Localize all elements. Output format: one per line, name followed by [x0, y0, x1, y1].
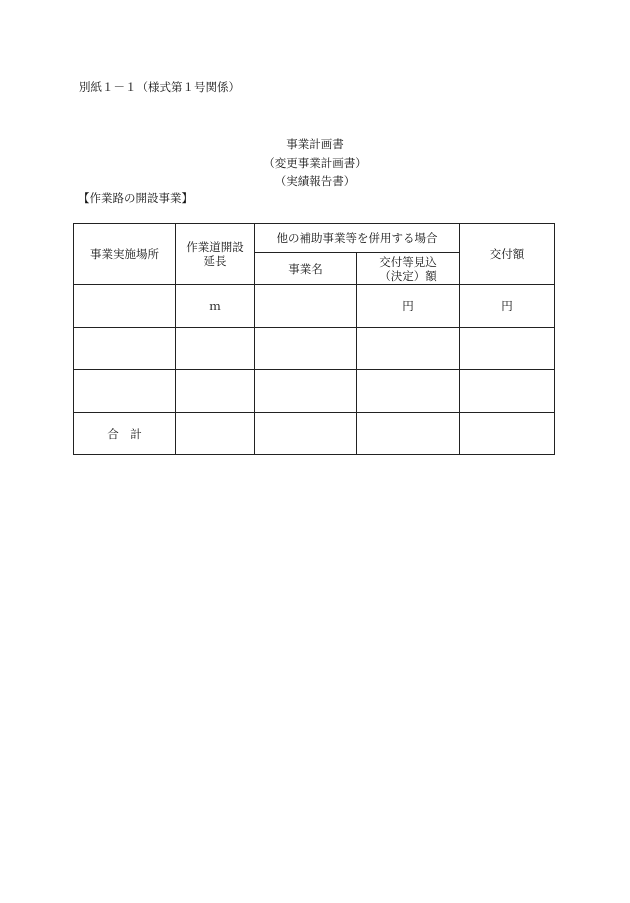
project-category: 【作業路の開設事業】	[78, 191, 193, 205]
cell-expected[interactable]	[357, 370, 460, 413]
header-project-name: 事業名	[255, 253, 357, 285]
project-plan-table	[73, 223, 555, 455]
header-location: 事業実施場所	[74, 224, 176, 285]
cell-grant[interactable]	[460, 328, 555, 370]
header-expected-amount-line1: 交付等見込	[379, 254, 437, 269]
cell-length[interactable]	[176, 370, 255, 413]
cell-location[interactable]	[74, 285, 176, 328]
total-row	[74, 413, 555, 455]
cell-grant[interactable]	[460, 370, 555, 413]
header-road-length-line1: 作業道開設	[186, 240, 244, 254]
cell-location[interactable]	[74, 370, 176, 413]
header-grant-amount: 交付額	[460, 224, 555, 285]
total-label: 合 計	[74, 413, 176, 455]
header-expected-amount-line2: （決定）額	[379, 268, 437, 283]
cell-location[interactable]	[74, 328, 176, 370]
form-reference: 別紙１－１（様式第１号関係）	[79, 80, 240, 94]
cell-length-unit[interactable]: ｍ	[176, 285, 255, 328]
cell-project-name[interactable]	[255, 328, 357, 370]
header-expected-amount	[357, 253, 460, 285]
cell-length[interactable]	[176, 328, 255, 370]
total-project-name[interactable]	[255, 413, 357, 455]
cell-project-name[interactable]	[255, 285, 357, 328]
header-road-length-line2: 延長	[203, 254, 227, 268]
cell-grant-unit[interactable]: 円	[460, 285, 555, 328]
cell-project-name[interactable]	[255, 370, 357, 413]
document-title: 事業計画書	[286, 137, 344, 151]
document-subtitle-change: （変更事業計画書）	[263, 156, 367, 170]
total-expected[interactable]	[357, 413, 460, 455]
cell-expected[interactable]	[357, 328, 460, 370]
header-row	[74, 224, 555, 253]
cell-expected-unit[interactable]: 円	[357, 285, 460, 328]
table-row	[74, 328, 555, 370]
header-other-subsidy: 他の補助事業等を併用する場合	[255, 224, 460, 253]
total-grant[interactable]	[460, 413, 555, 455]
header-road-length	[176, 224, 255, 285]
table-row	[74, 370, 555, 413]
table-row	[74, 285, 555, 328]
total-length[interactable]	[176, 413, 255, 455]
document-subtitle-report: （実績報告書）	[274, 174, 356, 188]
